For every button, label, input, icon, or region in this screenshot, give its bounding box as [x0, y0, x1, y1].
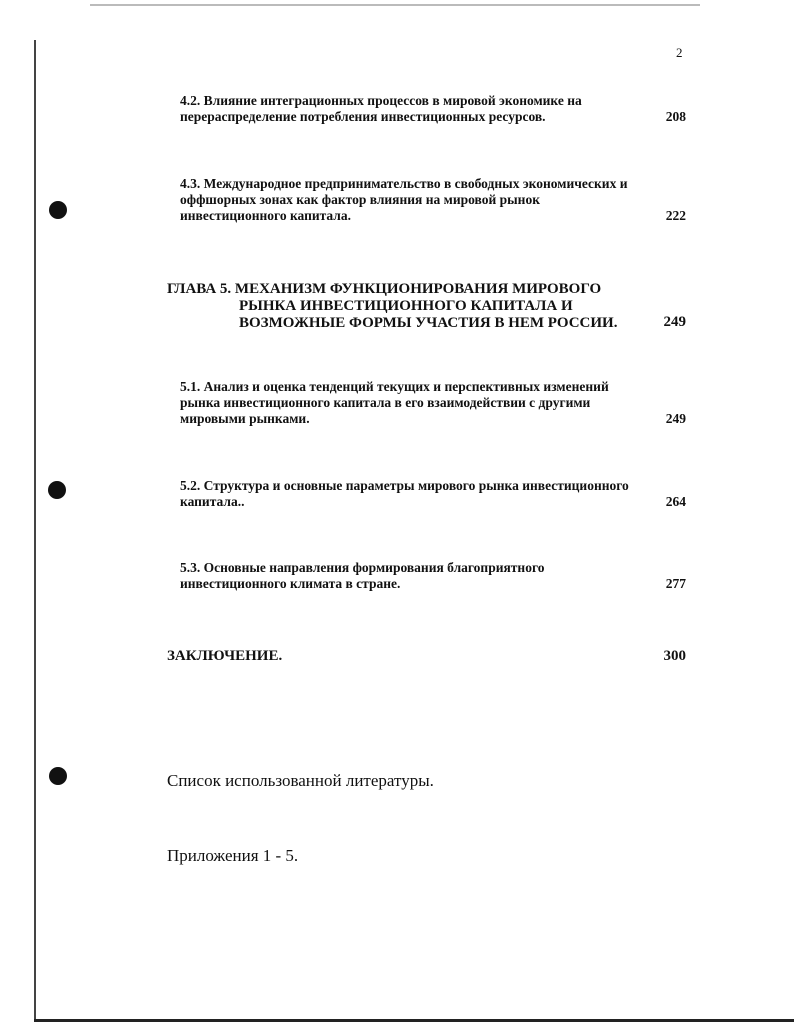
toc-entry-4-3 [180, 176, 627, 224]
entry-line: 5.1. Анализ и оценка тенденций текущих и перспективных изменений [180, 379, 609, 394]
left-scan-edge [34, 40, 36, 1020]
punch-hole-1 [49, 201, 67, 219]
entry-line: 5.2. Структура и основные параметры мирового рынка инвестиционного [180, 478, 629, 493]
entry-line: мировыми рынками. [180, 411, 310, 426]
punch-hole-3 [49, 767, 67, 785]
toc-page-chapter-5: 249 [663, 314, 686, 330]
toc-entry-5-2 [180, 478, 629, 510]
toc-page-4-2: 208 [665, 109, 686, 124]
entry-line: капитала.. [180, 494, 245, 509]
entry-line: оффшорных зонах как фактор влияния на мировой рынок [180, 192, 540, 207]
toc-page-5-3: 277 [665, 576, 686, 591]
entry-line: рынка инвестиционного капитала в его взаимодействии с другими [180, 395, 591, 410]
page-number: 2 [676, 45, 683, 60]
entry-line: 4.3. Международное предпринимательство в свободных экономических и [180, 176, 628, 191]
toc-entry-5-1 [180, 379, 609, 427]
entry-line: перераспределение потребления инвестиционных ресурсов. [180, 109, 546, 124]
toc-chapter-5 [167, 281, 617, 332]
entry-line: 4.2. Влияние интеграционных процессов в мировой экономике на [180, 93, 582, 108]
chapter-line: РЫНКА ИНВЕСТИЦИОННОГО КАПИТАЛА И [239, 298, 573, 314]
toc-entry-4-2 [180, 93, 582, 125]
entry-line: 5.3. Основные направления формирования благоприятного [180, 560, 545, 575]
entry-line: инвестиционного климата в стране. [180, 576, 401, 591]
chapter-line: ВОЗМОЖНЫЕ ФОРМЫ УЧАСТИЯ В НЕМ РОССИИ. [239, 315, 618, 331]
chapter-line: ГЛАВА 5. МЕХАНИЗМ ФУНКЦИОНИРОВАНИЯ МИРОВОГО [167, 281, 602, 297]
references-title: Список использованной литературы. [167, 771, 434, 790]
appendices-title: Приложения 1 - 5. [167, 846, 299, 865]
bottom-scan-edge [34, 1019, 794, 1022]
toc-page-4-3: 222 [665, 208, 686, 223]
toc-page-5-1: 249 [665, 411, 686, 426]
toc-page-conclusion: 300 [663, 648, 686, 664]
toc-page-5-2: 264 [665, 494, 686, 509]
punch-hole-2 [48, 481, 66, 499]
entry-line: инвестиционного капитала. [180, 208, 352, 223]
top-scan-edge [90, 4, 700, 6]
toc-conclusion: ЗАКЛЮЧЕНИЕ. [167, 648, 283, 664]
toc-entry-5-3 [180, 560, 545, 592]
